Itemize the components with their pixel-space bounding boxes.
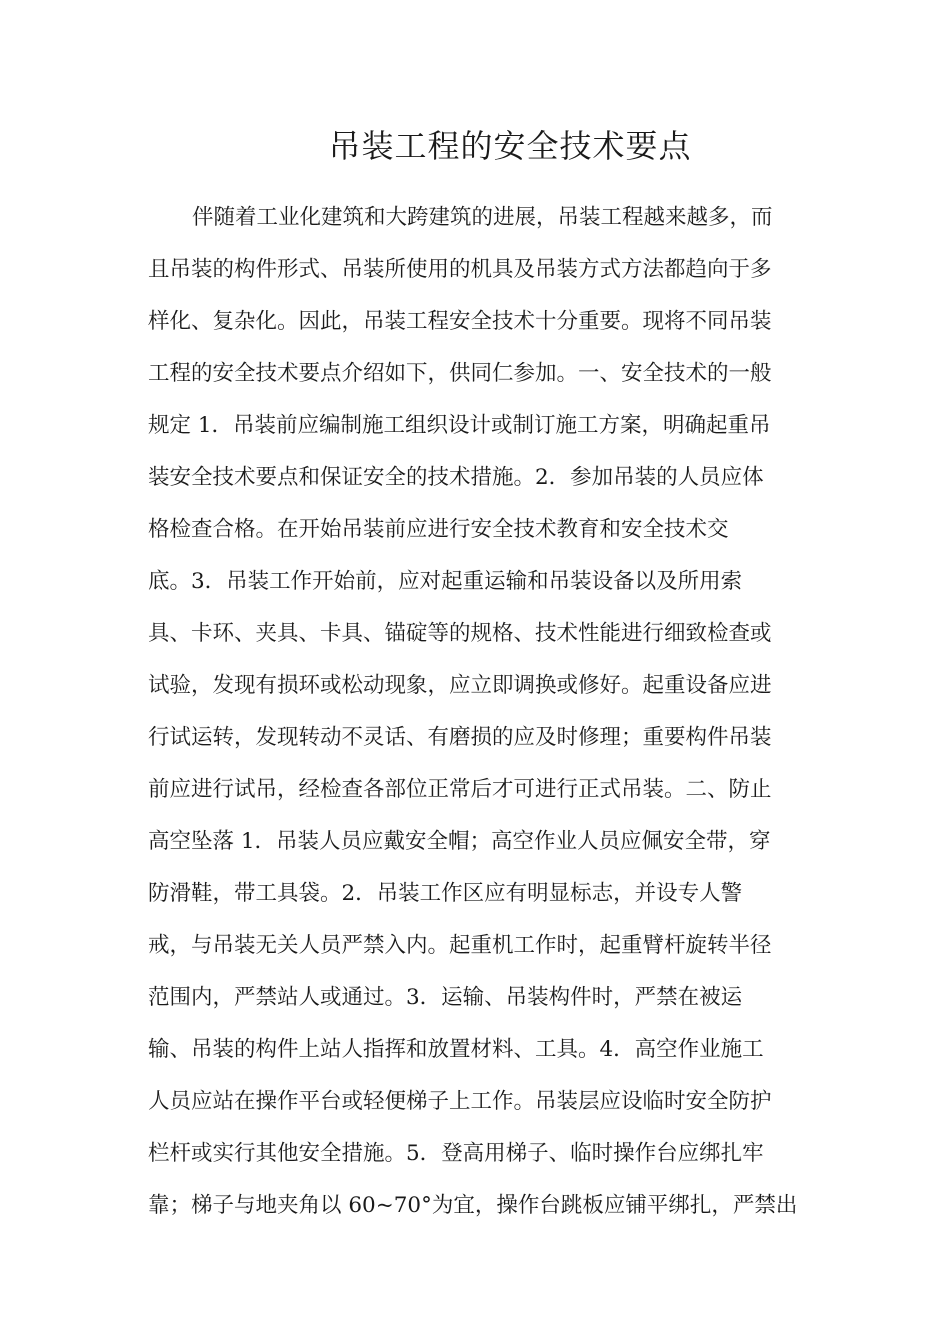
body-line: 装安全技术要点和保证安全的技术措施。2．参加吊装的人员应体 bbox=[148, 465, 764, 490]
body-line: 且吊装的构件形式、吊装所使用的机具及吊装方式方法都趋向于多 bbox=[148, 257, 772, 282]
body-line: 样化、复杂化。因此，吊装工程安全技术十分重要。现将不同吊装 bbox=[148, 309, 772, 334]
document-body bbox=[148, 192, 808, 1232]
body-line: 栏杆或实行其他安全措施。5．登高用梯子、临时操作台应绑扎牢 bbox=[148, 1141, 764, 1166]
body-line: 防滑鞋，带工具袋。2．吊装工作区应有明显标志，并设专人警 bbox=[148, 881, 743, 906]
body-line: 戒，与吊装无关人员严禁入内。起重机工作时，起重臂杆旋转半径 bbox=[148, 933, 772, 958]
body-line: 高空坠落 1．吊装人员应戴安全帽；高空作业人员应佩安全带，穿 bbox=[148, 829, 771, 854]
body-line: 靠；梯子与地夹角以 60~70°为宜，操作台跳板应铺平绑扎，严禁出 bbox=[148, 1193, 798, 1218]
body-line: 格检查合格。在开始吊装前应进行安全技术教育和安全技术交 bbox=[148, 517, 729, 542]
body-line: 伴随着工业化建筑和大跨建筑的进展，吊装工程越来越多，而 bbox=[192, 205, 773, 230]
body-line: 具、卡环、夹具、卡具、锚碇等的规格、技术性能进行细致检查或 bbox=[148, 621, 772, 646]
document-title: 吊装工程的安全技术要点 bbox=[328, 127, 692, 165]
body-line: 行试运转，发现转动不灵话、有磨损的应及时修理；重要构件吊装 bbox=[148, 725, 772, 750]
body-line: 规定 1．吊装前应编制施工组织设计或制订施工方案，明确起重吊 bbox=[148, 413, 771, 438]
body-line: 底。3．吊装工作开始前，应对起重运输和吊装设备以及所用索 bbox=[148, 569, 743, 594]
body-line: 输、吊装的构件上站人指挥和放置材料、工具。4．高空作业施工 bbox=[148, 1037, 764, 1062]
body-line: 人员应站在操作平台或轻便梯子上工作。吊装层应设临时安全防护 bbox=[148, 1089, 772, 1114]
body-line: 前应进行试吊，经检查各部位正常后才可进行正式吊装。二、防止 bbox=[148, 777, 772, 802]
body-line: 工程的安全技术要点介绍如下，供同仁参加。一、安全技术的一般 bbox=[148, 361, 772, 386]
body-line: 试验，发现有损环或松动现象，应立即调换或修好。起重设备应进 bbox=[148, 673, 772, 698]
body-line: 范围内，严禁站人或通过。3．运输、吊装构件时，严禁在被运 bbox=[148, 985, 743, 1010]
